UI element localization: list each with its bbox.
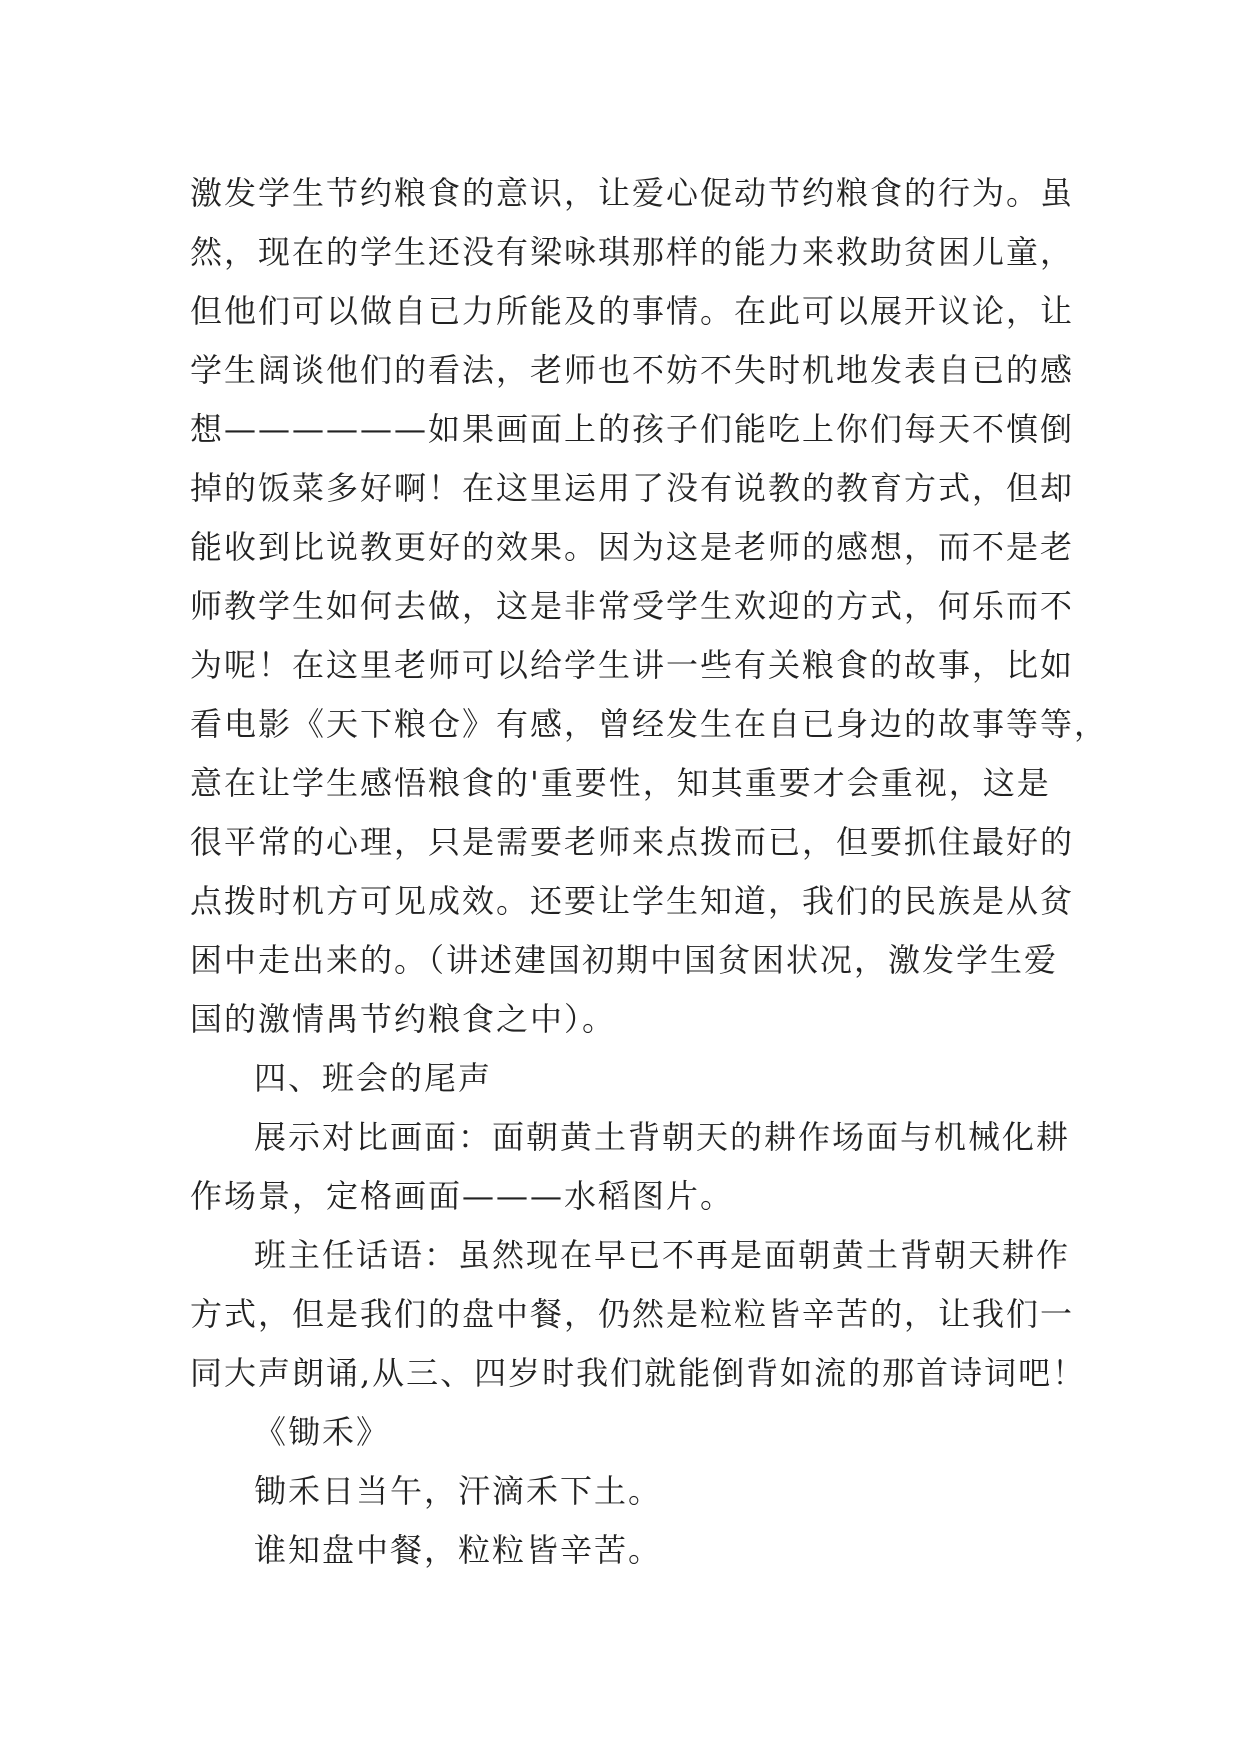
document-body xyxy=(190,164,1109,1580)
text-line: 困中走出来的。（讲述建国初期中国贫困状况，激发学生爱 xyxy=(190,941,1059,979)
text-line: 展示对比画面：面朝黄土背朝天的耕作场面与机械化耕 xyxy=(254,1118,1071,1156)
text-line: 为呢！在这里老师可以给学生讲一些有关粮食的故事，比如 xyxy=(190,646,1075,684)
text-line: 同大声朗诵,从三、四岁时我们就能倒背如流的那首诗词吧！ xyxy=(190,1354,1087,1392)
text-line: 国的激情禺节约粮食之中）。 xyxy=(190,1000,617,1038)
text-line: 点拨时机方可见成效。还要让学生知道，我们的民族是从贫 xyxy=(190,882,1075,920)
poem-line: 锄禾日当午，汗滴禾下土。 xyxy=(254,1472,663,1510)
text-line: 看电影《天下粮仓》有感，曾经发生在自已身边的故事等等， xyxy=(190,705,1109,743)
text-line: 然，现在的学生还没有梁咏琪那样的能力来救助贫困儿童， xyxy=(190,233,1075,271)
poem-title: 《锄禾》 xyxy=(254,1413,391,1451)
section-heading: 四、班会的尾声 xyxy=(254,1059,493,1097)
text-line: 学生阔谈他们的看法，老师也不妨不失时机地发表自已的感 xyxy=(190,351,1075,389)
text-line: 意在让学生感悟粮食的'重要性，知其重要才会重视，这是 xyxy=(190,764,1051,802)
text-line: 但他们可以做自已力所能及的事情。在此可以展开议论，让 xyxy=(190,292,1075,330)
text-line: 掉的饭菜多好啊！在这里运用了没有说教的教育方式，但却 xyxy=(190,469,1075,507)
text-line: 方式，但是我们的盘中餐，仍然是粒粒皆辛苦的，让我们一 xyxy=(190,1295,1075,1333)
text-line: 激发学生节约粮食的意识，让爱心促动节约粮食的行为。虽 xyxy=(190,174,1075,212)
text-line: 师教学生如何去做，这是非常受学生欢迎的方式，何乐而不 xyxy=(190,587,1075,625)
text-line: 很平常的心理，只是需要老师来点拨而已，但要抓住最好的 xyxy=(190,823,1075,861)
poem-line: 谁知盘中餐，粒粒皆辛苦。 xyxy=(254,1531,663,1569)
text-line: 能收到比说教更好的效果。因为这是老师的感想，而不是老 xyxy=(190,528,1075,566)
text-line: 作场景，定格画面———水稻图片。 xyxy=(190,1177,735,1215)
text-line: 想——————如果画面上的孩子们能吃上你们每天不慎倒 xyxy=(190,410,1075,448)
text-line: 班主任话语：虽然现在早已不再是面朝黄土背朝天耕作 xyxy=(254,1236,1071,1274)
